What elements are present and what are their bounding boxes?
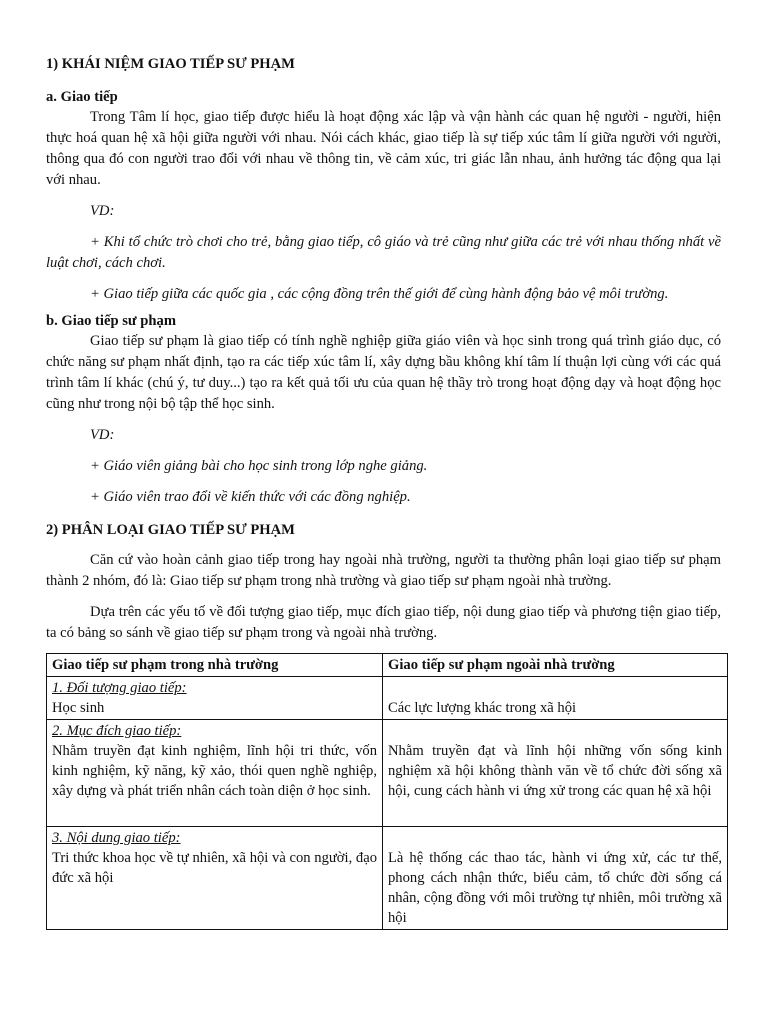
table-cell [383, 827, 728, 930]
comparison-table [46, 653, 728, 930]
cell-text: Nhằm truyền đạt kinh nghiệm, lĩnh hội tri thức, vốn kinh nghiệm, kỹ năng, kỹ xảo, thói quen nghề nghiệp, xây dựng và phát triển nhân cách toàn diện ở học sinh. [52, 743, 377, 799]
table-cell [47, 827, 383, 930]
section-2-paragraph-1: Căn cứ vào hoàn cảnh giao tiếp trong hay ngoài nhà trường, người ta thường phân loại giao tiếp sư phạm thành 2 nhóm, đó là: Giao tiếp sư phạm trong nhà trường và giao tiếp sư phạm ngoài nhà trường. [46, 552, 721, 589]
subsection-b-example-2: + Giáo viên trao đổi về kiến thức với các đồng nghiệp. [90, 489, 411, 505]
row-label: 2. Mục đích giao tiếp: [52, 723, 182, 739]
table-row [47, 720, 728, 827]
subsection-a-vd: VD: [90, 203, 115, 219]
subsection-a-title: a. Giao tiếp [46, 89, 118, 105]
table-cell [47, 720, 383, 827]
table-header-right: Giao tiếp sư phạm ngoài nhà trường [383, 654, 728, 677]
section-2-paragraph-2: Dựa trên các yếu tố về đối tượng giao tiếp, mục đích giao tiếp, nội dung giao tiếp và phương tiện giao tiếp, ta có bảng so sánh về giao tiếp sư phạm trong và ngoài nhà trường. [46, 604, 721, 641]
subsection-b-paragraph: Giao tiếp sư phạm là giao tiếp có tính nghề nghiệp giữa giáo viên và học sinh trong quá trình giáo dục, có chức năng sư phạm nhất định, tạo ra các tiếp xúc tâm lí, xây dựng bầu không khí tâm lí thuận lợi cùng với các quá trình tâm lí khác (chú ý, tư duy...) tạo ra kết quả tối ưu của quan hệ thầy trò trong hoạt động dạy và hoạt động học cũng như trong nội bộ tập thể học sinh. [46, 333, 721, 412]
subsection-b-example-1: + Giáo viên giảng bài cho học sinh trong lớp nghe giảng. [90, 458, 428, 474]
cell-text: Tri thức khoa học về tự nhiên, xã hội và con người, đạo đức xã hội [52, 850, 377, 886]
cell-text: Nhằm truyền đạt và lĩnh hội những vốn sống kinh nghiệm xã hội không thành văn về tổ chức đời sống xã hội, cung cách hành vi ứng xử trong các quan hệ xã hội [388, 743, 722, 799]
subsection-a-example-2: + Giao tiếp giữa các quốc gia , các cộng đồng trên thế giới để cùng hành động bảo vệ môi trường. [90, 286, 669, 302]
table-row [47, 677, 728, 720]
subsection-a-example-1: + Khi tổ chức trò chơi cho trẻ, bằng giao tiếp, cô giáo và trẻ cũng như giữa các trẻ với nhau thống nhất về luật chơi, cách chơi. [46, 234, 721, 271]
row-label: 3. Nội dung giao tiếp: [52, 830, 181, 846]
cell-text: Là hệ thống các thao tác, hành vi ứng xử, các tư thế, phong cách nhận thức, biểu cảm, tổ chức đời sống cá nhân, cộng đồng với môi trường tự nhiên, môi trường xã hội [388, 850, 722, 926]
table-header-row [47, 654, 728, 677]
table-header-left: Giao tiếp sư phạm trong nhà trường [47, 654, 383, 677]
table-cell [383, 677, 728, 720]
section-1-title: 1) KHÁI NIỆM GIAO TIẾP SƯ PHẠM [46, 56, 295, 72]
subsection-b-vd: VD: [90, 427, 115, 443]
row-label: 1. Đối tượng giao tiếp: [52, 680, 187, 696]
cell-text: Các lực lượng khác trong xã hội [388, 700, 577, 716]
cell-text: Học sinh [52, 700, 105, 716]
table-row [47, 827, 728, 930]
subsection-b-title: b. Giao tiếp sư phạm [46, 313, 176, 329]
section-2-title: 2) PHÂN LOẠI GIAO TIẾP SƯ PHẠM [46, 522, 295, 538]
subsection-a-paragraph: Trong Tâm lí học, giao tiếp được hiểu là hoạt động xác lập và vận hành các quan hệ người - người, hiện thực hoá quan hệ xã hội giữa người với nhau. Nói cách khác, giao tiếp là sự tiếp xúc tâm lí giữa người với người, thông qua đó con người trao đổi với nhau về thông tin, về cảm xúc, tri giác lẫn nhau, ảnh hưởng tác động qua lại với nhau. [46, 109, 721, 188]
table-cell [47, 677, 383, 720]
table-cell [383, 720, 728, 827]
